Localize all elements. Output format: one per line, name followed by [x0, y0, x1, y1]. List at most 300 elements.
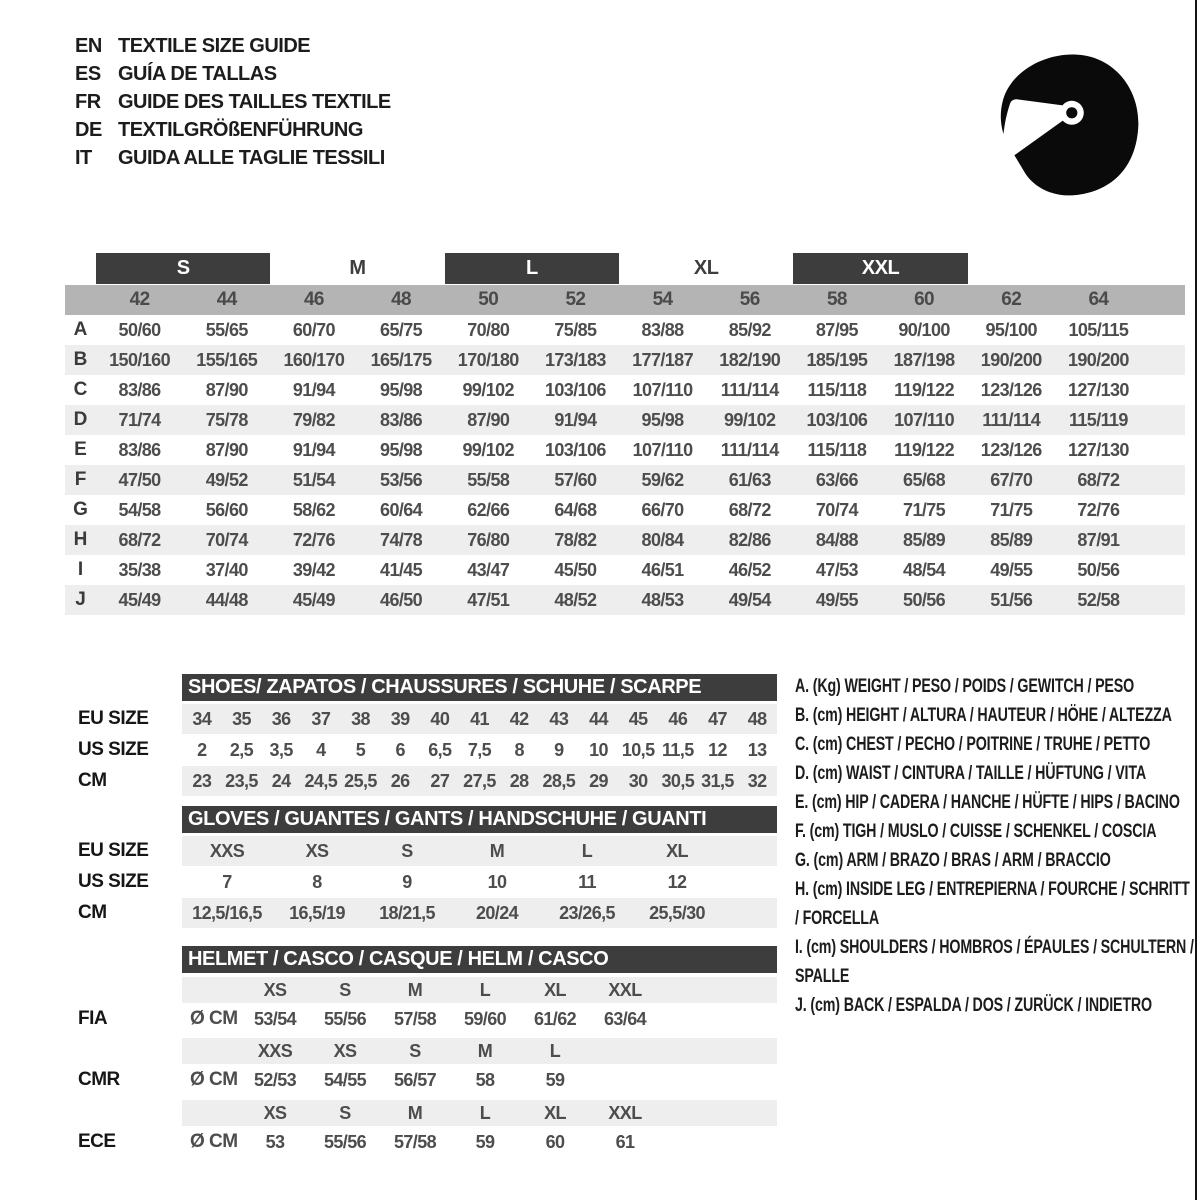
- language-row: [75, 144, 391, 172]
- size-value: 50/56: [903, 589, 946, 610]
- size-label: XXL: [608, 1102, 642, 1123]
- size-value: 31,5: [701, 770, 734, 791]
- band-spacer: [182, 977, 240, 1003]
- size-value: 2: [197, 739, 207, 760]
- size-value: 57/58: [393, 1008, 437, 1029]
- table-row: [65, 585, 1185, 615]
- size-value: XS: [305, 840, 329, 861]
- size-value: 87/90: [205, 379, 248, 400]
- size-value: 107/110: [632, 379, 693, 400]
- size-value: L: [581, 840, 593, 861]
- size-label: S: [409, 1040, 421, 1061]
- size-value: 87/90: [467, 409, 510, 430]
- size-value: 52/53: [253, 1069, 297, 1090]
- size-value: 61/63: [728, 469, 771, 490]
- size-value: 26: [390, 770, 410, 791]
- size-value: XL: [666, 840, 688, 861]
- size-value: 48: [747, 708, 767, 729]
- size-value: 85/89: [903, 529, 946, 550]
- row-data: [182, 898, 777, 928]
- size-label: XL: [544, 979, 566, 1000]
- size-value: 60: [545, 1131, 565, 1152]
- language-code: ES: [75, 62, 101, 85]
- size-value: 68/72: [728, 499, 771, 520]
- table-row: [65, 435, 1185, 465]
- size-value: 46: [668, 708, 688, 729]
- size-value: 20/24: [475, 902, 519, 923]
- size-value: 38: [351, 708, 370, 729]
- size-value: 111/114: [720, 439, 779, 460]
- language-title: GUÍA DE TALLAS: [118, 62, 277, 85]
- language-title-block: [75, 32, 391, 172]
- size-label: L: [479, 1102, 491, 1123]
- shoes-table-rows: [78, 704, 777, 796]
- table-row: [78, 735, 777, 765]
- table-row: [65, 315, 1185, 345]
- size-label: S: [339, 1102, 351, 1123]
- band-spacer: [182, 1038, 240, 1064]
- size-value: 23/26,5: [559, 902, 615, 923]
- size-value: 44/48: [205, 589, 248, 610]
- language-row: [75, 60, 391, 88]
- size-value: 99/102: [462, 439, 514, 460]
- size-value: 115/118: [807, 379, 867, 400]
- row-data: [182, 836, 777, 866]
- shoes-size-table: [78, 674, 777, 797]
- language-code: DE: [75, 118, 102, 141]
- size-value: 50/60: [118, 319, 161, 340]
- size-value: 65/68: [903, 469, 946, 490]
- table-row: [78, 1127, 777, 1157]
- size-value: 87/95: [815, 319, 858, 340]
- size-value: 123/126: [980, 439, 1042, 460]
- size-value: 61/62: [533, 1008, 577, 1029]
- size-value: 27,5: [463, 770, 496, 791]
- table-row: [78, 836, 777, 866]
- size-value: 107/110: [894, 409, 954, 430]
- size-value: 55/65: [205, 319, 248, 340]
- size-value: 85/89: [990, 529, 1033, 550]
- size-value: 54/55: [323, 1069, 367, 1090]
- size-value: 83/86: [380, 409, 423, 430]
- size-value: 16,5/19: [289, 902, 345, 923]
- size-value: 47: [708, 708, 727, 729]
- size-value: 45/49: [118, 589, 161, 610]
- size-value: 111/114: [982, 409, 1041, 430]
- size-value: 70/74: [815, 499, 858, 520]
- size-value: 36: [271, 708, 291, 729]
- size-value: 65/75: [380, 319, 423, 340]
- size-label: S: [339, 979, 351, 1000]
- size-value: 103/106: [544, 439, 606, 460]
- table-row: [65, 405, 1185, 435]
- table-row: [65, 465, 1185, 495]
- gloves-table-title: GLOVES / GUANTES / GANTS / HANDSCHUHE / GUANTI: [182, 806, 777, 833]
- size-value: 50/56: [1077, 559, 1120, 580]
- size-value: 70/80: [467, 319, 510, 340]
- size-value: 115/118: [807, 439, 867, 460]
- size-value: 66/70: [641, 499, 684, 520]
- language-title: TEXTILGRÖßENFÜHRUNG: [118, 118, 363, 141]
- size-value: 7,5: [467, 739, 492, 760]
- size-group-xxl: XXL: [793, 253, 967, 284]
- helmet-table-title: HELMET / CASCO / CASQUE / HELM / CASCO: [182, 946, 777, 973]
- size-value: 9: [402, 871, 412, 892]
- size-value: 39: [390, 708, 410, 729]
- size-value: 150/160: [109, 349, 171, 370]
- language-row: [75, 32, 391, 60]
- size-value: 123/126: [980, 379, 1042, 400]
- size-value: 60/64: [380, 499, 423, 520]
- textile-measurement-rows: [65, 315, 1185, 615]
- row-data: [182, 867, 777, 897]
- size-value: 13: [747, 739, 767, 760]
- size-value: 2,5: [229, 739, 254, 760]
- size-label: M: [407, 979, 423, 1000]
- language-title: GUIDA ALLE TAGLIE TESSILI: [118, 146, 385, 169]
- size-value: M: [489, 840, 505, 861]
- table-row: [78, 898, 777, 928]
- size-value: 55/58: [467, 469, 510, 490]
- size-value: 59: [475, 1131, 495, 1152]
- size-value: 4: [316, 739, 326, 760]
- size-value: 35: [232, 708, 251, 729]
- header-spacer: [78, 806, 182, 833]
- size-value: 72/76: [1077, 499, 1120, 520]
- size-value: 107/110: [632, 439, 693, 460]
- helmet-table-header: [78, 946, 777, 973]
- size-value: 63/66: [815, 469, 858, 490]
- size-value: 60/70: [292, 319, 335, 340]
- size-value: 47/53: [815, 559, 858, 580]
- header-spacer: [78, 674, 182, 701]
- table-row: [65, 345, 1185, 375]
- size-value: 91/94: [554, 409, 597, 430]
- size-value: 119/122: [894, 439, 954, 460]
- size-value: 95/98: [380, 379, 423, 400]
- size-value: 103/106: [806, 409, 868, 430]
- table-row: [65, 495, 1185, 525]
- legend-item: F. (cm) TIGH / MUSLO / CUISSE / SCHENKEL / COSCIA: [795, 821, 1157, 842]
- size-label: L: [479, 979, 491, 1000]
- size-value: 182/190: [719, 349, 781, 370]
- size-value: 59/60: [463, 1008, 507, 1029]
- size-value: 48/54: [903, 559, 946, 580]
- size-value: 119/122: [894, 379, 954, 400]
- row-data: [182, 766, 777, 796]
- gloves-table-rows: [78, 836, 777, 928]
- size-value: 79/82: [292, 409, 335, 430]
- size-value: 45/49: [292, 589, 335, 610]
- size-value: 111/114: [720, 379, 779, 400]
- size-value: 30: [628, 770, 648, 791]
- size-value: 83/86: [118, 439, 161, 460]
- size-value: 35/38: [118, 559, 161, 580]
- numeric-size-band: [65, 285, 1185, 315]
- size-value: 45: [628, 708, 648, 729]
- size-value: 6,5: [428, 739, 452, 760]
- legend-item: H. (cm) INSIDE LEG / ENTREPIERNA / FOURCHE / SCHRITT / FORCELLA: [795, 879, 1190, 929]
- size-value: 71/75: [990, 499, 1033, 520]
- row-data: [182, 1004, 777, 1034]
- row-label: [78, 1038, 182, 1064]
- size-value: 12,5/16,5: [192, 902, 262, 923]
- size-value: 10,5: [621, 739, 655, 760]
- size-value: 46/50: [380, 589, 423, 610]
- helmet-table-rows: [78, 977, 777, 1157]
- size-value: 80/84: [641, 529, 684, 550]
- shoes-table-header: [78, 674, 777, 701]
- size-value: 51/54: [292, 469, 335, 490]
- textile-size-table: [65, 253, 1185, 615]
- numeric-size: 56: [739, 289, 760, 310]
- size-value: 165/175: [370, 349, 432, 370]
- size-value: 99/102: [462, 379, 514, 400]
- numeric-size: 50: [478, 289, 499, 310]
- row-label: I: [77, 559, 84, 580]
- row-data: [182, 1127, 777, 1157]
- numeric-size: 54: [652, 289, 673, 310]
- language-title: GUIDE DES TAILLES TEXTILE: [118, 90, 391, 113]
- size-value: 11,5: [662, 739, 694, 760]
- header-spacer: [78, 946, 182, 973]
- language-title: TEXTILE SIZE GUIDE: [118, 34, 311, 57]
- size-value: 62/66: [467, 499, 510, 520]
- size-value: 55/56: [323, 1008, 367, 1029]
- legend-item: J. (cm) BACK / ESPALDA / DOS / ZURÜCK / INDIETRO: [795, 995, 1152, 1016]
- size-value: 95/100: [985, 319, 1037, 340]
- size-value: 83/86: [118, 379, 161, 400]
- language-code: IT: [75, 146, 92, 169]
- size-value: 12: [667, 871, 687, 892]
- standard-label: FIA: [78, 1008, 108, 1029]
- size-value: 173/183: [544, 349, 606, 370]
- size-value: 27: [430, 770, 450, 791]
- size-label: XL: [544, 1102, 566, 1123]
- table-row: [78, 867, 777, 897]
- size-value: 52/58: [1077, 589, 1120, 610]
- size-band: [182, 977, 777, 1003]
- size-value: 41: [470, 708, 489, 729]
- language-row: [75, 116, 391, 144]
- size-value: 43: [549, 708, 569, 729]
- size-value: 24: [271, 770, 291, 791]
- diameter-unit-label: Ø CM: [190, 1131, 238, 1152]
- size-value: 44: [589, 708, 608, 729]
- numeric-size: 64: [1088, 289, 1109, 310]
- size-value: 8: [312, 871, 322, 892]
- size-value: 105/115: [1068, 319, 1129, 340]
- size-value: 5: [355, 739, 366, 760]
- size-value: 190/200: [980, 349, 1042, 370]
- row-data: [182, 1065, 777, 1095]
- size-value: 48/52: [554, 589, 597, 610]
- size-value: 34: [192, 708, 212, 729]
- size-label: XS: [263, 979, 287, 1000]
- size-value: 155/165: [196, 349, 258, 370]
- size-value: 58: [475, 1069, 495, 1090]
- measurement-legend: [795, 672, 1195, 1020]
- size-value: 49/55: [815, 589, 858, 610]
- size-value: 115/119: [1068, 409, 1128, 430]
- row-data: [182, 704, 777, 734]
- row-data: [182, 735, 777, 765]
- numeric-size: 44: [216, 289, 237, 310]
- gloves-size-table: [78, 806, 777, 929]
- legend-item: B. (cm) HEIGHT / ALTURA / HAUTEUR / HÖHE / ALTEZZA: [795, 705, 1172, 726]
- size-value: 9: [554, 739, 564, 760]
- size-value: 3,5: [269, 739, 293, 760]
- size-value: 78/82: [554, 529, 597, 550]
- size-label: XS: [333, 1040, 357, 1061]
- size-value: 190/200: [1067, 349, 1129, 370]
- size-value: 23: [192, 770, 212, 791]
- size-value: 28,5: [542, 770, 576, 791]
- row-label: EU SIZE: [78, 840, 149, 861]
- numeric-size: 62: [1001, 289, 1022, 310]
- row-label: US SIZE: [78, 739, 149, 760]
- size-value: 57/60: [554, 469, 597, 490]
- size-value: 46/51: [641, 559, 684, 580]
- language-code: EN: [75, 34, 102, 57]
- row-label: EU SIZE: [78, 708, 149, 729]
- size-value: 75/85: [554, 319, 597, 340]
- size-value: 25,5: [344, 770, 377, 791]
- table-row: [65, 525, 1185, 555]
- size-value: 25,5/30: [649, 902, 705, 923]
- size-label: M: [477, 1040, 493, 1061]
- size-value: 103/106: [544, 379, 606, 400]
- row-label: J: [75, 589, 86, 610]
- size-value: 68/72: [118, 529, 161, 550]
- table-row: [78, 1038, 777, 1064]
- size-value: 70/74: [205, 529, 248, 550]
- size-value: 160/170: [283, 349, 345, 370]
- legend-item: C. (cm) CHEST / PECHO / POITRINE / TRUHE / PETTO: [795, 734, 1151, 755]
- size-value: 85/92: [728, 319, 771, 340]
- size-value: 56/60: [205, 499, 248, 520]
- page-right-border: [1195, 0, 1197, 1200]
- helmet-icon-svg: [983, 36, 1159, 212]
- size-value: 59/62: [641, 469, 684, 490]
- size-value: 68/72: [1077, 469, 1120, 490]
- row-label: B: [73, 349, 88, 370]
- size-group-m: M: [349, 257, 366, 279]
- size-value: 71/75: [903, 499, 946, 520]
- standard-label: ECE: [78, 1131, 116, 1152]
- size-value: 61: [615, 1131, 635, 1152]
- row-label: A: [73, 319, 88, 340]
- table-row: [65, 375, 1185, 405]
- size-value: 91/94: [292, 439, 335, 460]
- size-value: 58/62: [292, 499, 335, 520]
- size-value: 84/88: [815, 529, 858, 550]
- row-label: C: [73, 379, 88, 400]
- size-value: 53: [265, 1131, 285, 1152]
- size-value: 11: [578, 871, 596, 892]
- numeric-size: 58: [826, 289, 847, 310]
- helmet-icon: [983, 36, 1159, 212]
- size-value: 49/55: [990, 559, 1033, 580]
- size-value: 170/180: [457, 349, 519, 370]
- size-value: 63/64: [603, 1008, 647, 1029]
- size-value: 37/40: [205, 559, 248, 580]
- size-value: 41/45: [380, 559, 423, 580]
- size-value: 75/78: [205, 409, 248, 430]
- table-row: [78, 704, 777, 734]
- size-value: 12: [708, 739, 727, 760]
- size-value: 29: [589, 770, 608, 791]
- table-row: [78, 1065, 777, 1095]
- size-value: 30,5: [661, 770, 695, 791]
- size-value: 37: [311, 708, 331, 729]
- size-group-header-row: [65, 253, 1185, 284]
- row-label: CM: [78, 770, 107, 791]
- size-value: 8: [514, 739, 524, 760]
- gloves-table-header: [78, 806, 777, 833]
- shoes-table-title: SHOES/ ZAPATOS / CHAUSSURES / SCHUHE / SCARPE: [182, 674, 777, 701]
- size-label: L: [549, 1040, 561, 1061]
- helmet-size-table: [78, 946, 777, 1158]
- row-label: CM: [78, 902, 107, 923]
- size-value: 185/195: [806, 349, 868, 370]
- row-label: US SIZE: [78, 871, 149, 892]
- language-code: FR: [75, 90, 101, 113]
- size-value: 187/198: [893, 349, 955, 370]
- size-value: 46/52: [728, 559, 771, 580]
- standard-label: CMR: [78, 1069, 120, 1090]
- size-value: 40: [430, 708, 450, 729]
- size-value: 99/102: [724, 409, 776, 430]
- size-value: 90/100: [898, 319, 950, 340]
- size-value: 51/56: [990, 589, 1033, 610]
- size-value: 45/50: [554, 559, 597, 580]
- size-value: 48/53: [641, 589, 684, 610]
- diameter-unit-label: Ø CM: [190, 1008, 238, 1029]
- size-value: 91/94: [292, 379, 335, 400]
- size-value: 53/56: [380, 469, 423, 490]
- size-value: 47/50: [118, 469, 161, 490]
- legend-item: E. (cm) HIP / CADERA / HANCHE / HÜFTE / HIPS / BACINO: [795, 792, 1180, 813]
- row-label: G: [73, 499, 88, 520]
- size-value: 42: [509, 708, 529, 729]
- size-group-s: S: [96, 253, 270, 284]
- size-value: 49/52: [205, 469, 248, 490]
- row-label: [78, 1100, 182, 1126]
- legend-item: G. (cm) ARM / BRAZO / BRAS / ARM / BRACCIO: [795, 850, 1111, 871]
- size-value: XXS: [209, 840, 245, 861]
- size-value: 127/130: [1067, 439, 1129, 460]
- size-value: 57/58: [393, 1131, 437, 1152]
- numeric-size: 60: [914, 289, 935, 310]
- size-value: 10: [589, 739, 608, 760]
- row-label: E: [74, 439, 87, 460]
- size-value: 72/76: [292, 529, 335, 550]
- size-value: 76/80: [467, 529, 510, 550]
- numeric-size: 48: [391, 289, 412, 310]
- size-value: 82/86: [728, 529, 771, 550]
- size-value: 23,5: [225, 770, 258, 791]
- size-value: 67/70: [990, 469, 1033, 490]
- row-label: D: [73, 409, 88, 430]
- size-value: 87/90: [205, 439, 248, 460]
- numeric-size: 42: [129, 289, 150, 310]
- size-value: 49/54: [728, 589, 771, 610]
- size-value: 59: [545, 1069, 565, 1090]
- size-value: 54/58: [118, 499, 161, 520]
- legend-item: D. (cm) WAIST / CINTURA / TAILLE / HÜFTUNG / VITA: [795, 763, 1146, 784]
- size-label: XXL: [608, 979, 642, 1000]
